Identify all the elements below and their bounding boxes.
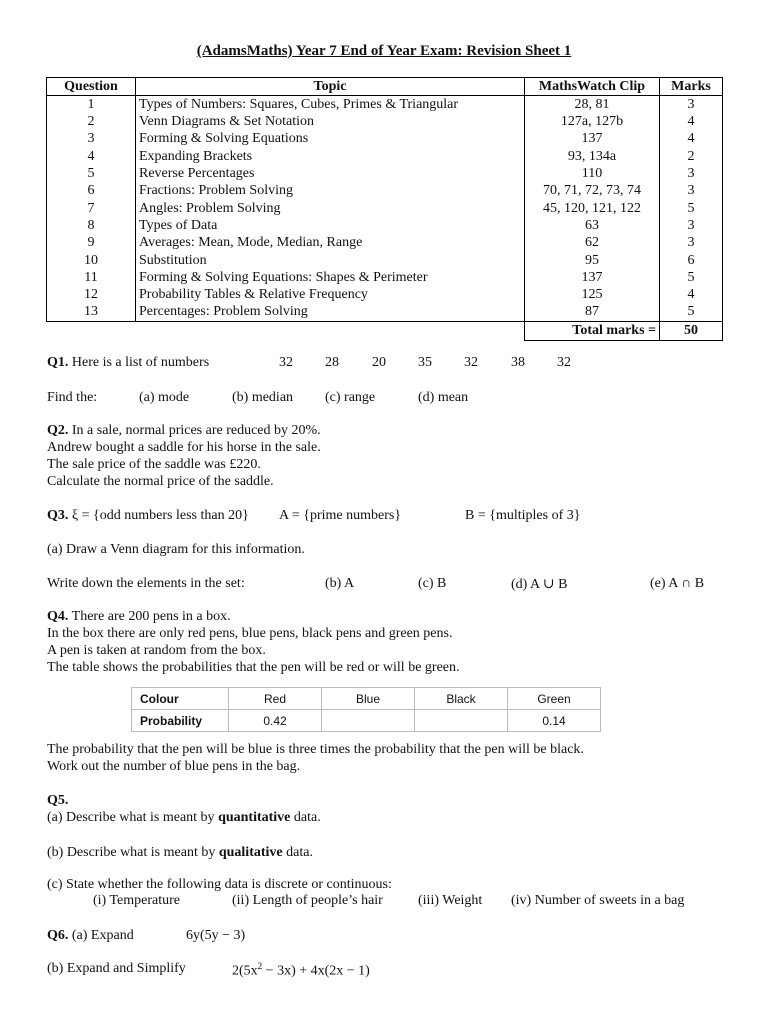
topics-table (46, 77, 723, 341)
topic: Expanding Brackets (136, 148, 525, 165)
topic: Fractions: Problem Solving (136, 182, 525, 199)
q3-part-c: (c) B (418, 576, 447, 591)
q2-label: Q2. (47, 423, 69, 438)
table-row (132, 688, 601, 710)
table-row (132, 710, 601, 732)
marks: 4 (660, 113, 723, 130)
q2-line-2: Andrew bought a saddle for his horse in the sale. (47, 440, 321, 455)
q5-label: Q5. (47, 793, 69, 808)
q1-number: 20 (372, 355, 386, 370)
topic: Forming & Solving Equations: Shapes & Perimeter (136, 269, 525, 286)
q3-universal-set: ξ = {odd numbers less than 20} (71, 508, 249, 523)
topic: Substitution (136, 252, 525, 269)
header-clip: MathsWatch Clip (525, 78, 660, 96)
header-question: Question (47, 78, 136, 96)
topic: Angles: Problem Solving (136, 200, 525, 217)
q6-part-b: (b) Expand and Simplify (47, 961, 186, 976)
topic: Types of Data (136, 217, 525, 234)
question-number: 5 (47, 165, 136, 182)
clip: 125 (525, 286, 660, 303)
clip: 63 (525, 217, 660, 234)
q6-label: Q6. (47, 928, 69, 943)
q1-number: 32 (557, 355, 571, 370)
q4-line-4: The table shows the probabilities that the pen will be red or will be green. (47, 660, 460, 675)
q3-label: Q3. (47, 508, 69, 523)
question-number: 9 (47, 234, 136, 251)
topic: Types of Numbers: Squares, Cubes, Primes & Triangular (136, 96, 525, 114)
q3-set-a: A = {prime numbers} (279, 508, 402, 523)
marks: 3 (660, 165, 723, 182)
q4-line-2: In the box there are only red pens, blue pens, black pens and green pens. (47, 626, 453, 641)
clip: 137 (525, 131, 660, 148)
clip: 93, 134a (525, 148, 660, 165)
q2-line-4: Calculate the normal price of the saddle. (47, 474, 274, 489)
q3-part-a: (a) Draw a Venn diagram for this information. (47, 542, 305, 557)
clip: 28, 81 (525, 96, 660, 114)
page-title: (AdamsMaths) Year 7 End of Year Exam: Revision Sheet 1 (196, 43, 572, 59)
marks: 5 (660, 200, 723, 217)
q6-expr-a: 6y(5y − 3) (186, 928, 246, 943)
table-row (47, 252, 723, 269)
marks: 3 (660, 96, 723, 114)
topics-table-header (47, 78, 723, 96)
topic: Percentages: Problem Solving (136, 304, 525, 322)
q6-part-a: Q6. (a) Expand (47, 928, 134, 943)
total-value: 50 (660, 321, 723, 340)
table-row (47, 234, 723, 251)
question-number: 6 (47, 182, 136, 199)
topic: Reverse Percentages (136, 165, 525, 182)
q1-text: Here is a list of numbers (71, 355, 210, 370)
q4-label: Q4. (47, 609, 69, 624)
prob-blue (322, 710, 415, 732)
clip: 137 (525, 269, 660, 286)
table-row (47, 131, 723, 148)
q3-part-b: (b) A (325, 576, 355, 591)
table-row (47, 96, 723, 114)
question-number: 2 (47, 113, 136, 130)
q1-part-a: (a) mode (139, 390, 190, 405)
topic: Forming & Solving Equations (136, 131, 525, 148)
clip: 95 (525, 252, 660, 269)
q1-number: 32 (464, 355, 478, 370)
table-row (47, 269, 723, 286)
marks: 2 (660, 148, 723, 165)
q1-part-b: (b) median (232, 390, 294, 405)
q5-item-ii: (ii) Length of people’s hair (232, 893, 383, 908)
q5-item-iii: (iii) Weight (418, 893, 483, 908)
q4-line-1: Q4. There are 200 pens in a box. (47, 609, 231, 624)
q4-line-3: A pen is taken at random from the box. (47, 643, 266, 658)
topic: Probability Tables & Relative Frequency (136, 286, 525, 303)
q1-number: 32 (279, 355, 293, 370)
header-marks: Marks (660, 78, 723, 96)
q3-set-b: B = {multiples of 3} (465, 508, 581, 523)
colour-blue: Blue (322, 688, 415, 710)
q5-part-b: (b) Describe what is meant by qualitative data. (47, 845, 313, 860)
q3-part-d: (d) A ∪ B (511, 577, 568, 592)
question-number: 10 (47, 252, 136, 269)
q1-number: 35 (418, 355, 432, 370)
question-number: 7 (47, 200, 136, 217)
clip: 45, 120, 121, 122 (525, 200, 660, 217)
marks: 6 (660, 252, 723, 269)
q1-part-c: (c) range (325, 390, 376, 405)
clip: 127a, 127b (525, 113, 660, 130)
question-number: 12 (47, 286, 136, 303)
q1-number: 28 (325, 355, 339, 370)
question-number: 11 (47, 269, 136, 286)
clip: 70, 71, 72, 73, 74 (525, 182, 660, 199)
q3-write: Write down the elements in the set: (47, 576, 245, 591)
q5-part-a: (a) Describe what is meant by quantitative data. (47, 810, 321, 825)
probability-table (131, 687, 601, 732)
marks: 5 (660, 304, 723, 322)
prob-red: 0.42 (229, 710, 322, 732)
clip: 87 (525, 304, 660, 322)
colour-black: Black (415, 688, 508, 710)
total-row (47, 321, 723, 340)
q1-label: Q1. (47, 355, 69, 370)
prob-green: 0.14 (508, 710, 601, 732)
q2-line-1: Q2. In a sale, normal prices are reduced by 20%. (47, 423, 321, 438)
question-number: 1 (47, 96, 136, 114)
clip: 110 (525, 165, 660, 182)
q5-part-c: (c) State whether the following data is discrete or continuous: (47, 877, 392, 892)
total-label: Total marks = (525, 321, 660, 340)
q6-expr-b: $2(5x^2 - 3x) + 4x(2x - 1)$ (232, 961, 370, 979)
question-number: 4 (47, 148, 136, 165)
table-row (47, 286, 723, 303)
table-row (47, 304, 723, 322)
marks: 3 (660, 182, 723, 199)
q1-find: Find the: (47, 390, 98, 405)
marks: 5 (660, 269, 723, 286)
q5-item-i: (i) Temperature (93, 893, 180, 908)
table-row (47, 182, 723, 199)
colour-red: Red (229, 688, 322, 710)
marks: 3 (660, 234, 723, 251)
topic: Venn Diagrams & Set Notation (136, 113, 525, 130)
q1-line (47, 355, 209, 371)
question-number: 3 (47, 131, 136, 148)
q5-item-iv: (iv) Number of sweets in a bag (511, 893, 685, 908)
table-row (47, 113, 723, 130)
q4-after-2: Work out the number of blue pens in the bag. (47, 759, 301, 774)
probability-label: Probability (132, 710, 229, 732)
prob-black (415, 710, 508, 732)
header-topic: Topic (136, 78, 525, 96)
table-row (47, 200, 723, 217)
q1-part-d: (d) mean (418, 390, 469, 405)
marks: 3 (660, 217, 723, 234)
question-number: 8 (47, 217, 136, 234)
marks: 4 (660, 286, 723, 303)
table-row (47, 217, 723, 234)
q3-line (47, 508, 249, 524)
clip: 62 (525, 234, 660, 251)
table-row (47, 148, 723, 165)
colour-green: Green (508, 688, 601, 710)
q3-part-e: (e) A ∩ B (650, 576, 705, 591)
q2-line-3: The sale price of the saddle was £220. (47, 457, 261, 472)
q4-after-1: The probability that the pen will be blue is three times the probability that the pen will be black. (47, 742, 584, 757)
marks: 4 (660, 131, 723, 148)
colour-label: Colour (132, 688, 229, 710)
topic: Averages: Mean, Mode, Median, Range (136, 234, 525, 251)
question-number: 13 (47, 304, 136, 322)
q1-number: 38 (511, 355, 525, 370)
table-row (47, 165, 723, 182)
